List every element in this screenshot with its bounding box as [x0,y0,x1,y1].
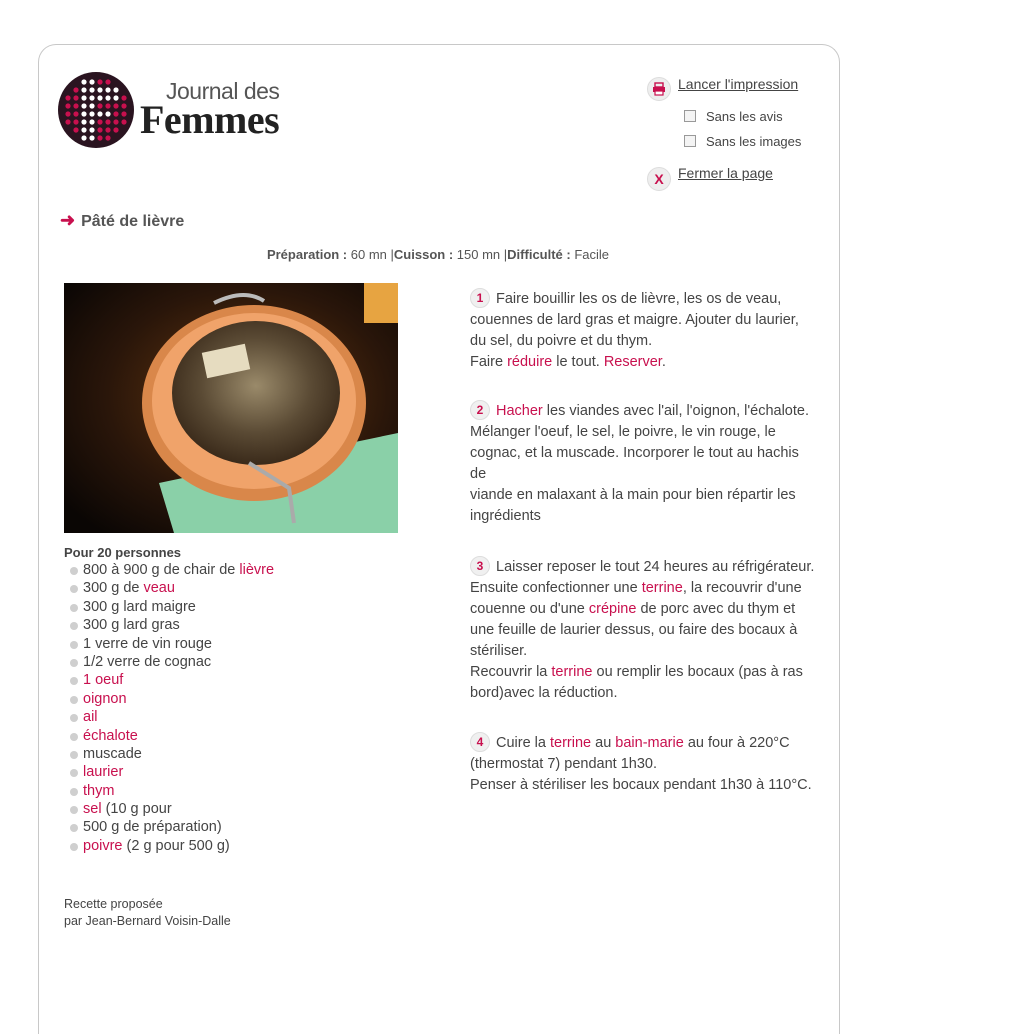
logo-dot [105,79,110,84]
print-link-wrap [678,76,798,92]
ingredient-item [70,635,274,653]
page-frame [38,44,840,1034]
logo-dot [65,111,70,116]
logo-dot [73,103,78,108]
logo-dot [97,135,102,140]
ingredient-text: 300 g lard maigre [83,598,196,615]
logo-dot [65,119,70,124]
ingredient-text: muscade [83,745,142,762]
credit-author: par Jean-Bernard Voisin-Dalle [64,914,231,928]
bullet-icon [70,696,78,704]
logo-dot [73,87,78,92]
recipe-credit [64,896,231,930]
ingredient-item [70,616,274,634]
ingredient-text: 300 g de [83,580,144,597]
logo-dot [105,127,110,132]
step-text: au four à 220°C (thermostat 7) pendant 1h30. [470,735,790,772]
ingredient-text: 500 g de préparation) [83,819,222,836]
ingredient-item [70,818,274,836]
logo-dot [97,127,102,132]
step-3 [470,556,815,704]
logo-dot [105,103,110,108]
ingredient-link[interactable]: ail [83,709,98,726]
bullet-icon [70,604,78,612]
step-text: les viandes avec l'ail, l'oignon, l'échalote. Mélanger l'oeuf, le sel, le poivre, le vin rouge, le cognac, et la muscade. Incorporer le tout au hachis de [470,403,809,482]
logo-dot [81,127,86,132]
meta-separator: | [390,247,394,262]
logo-dot [89,87,94,92]
bullet-icon [70,733,78,741]
logo-dot [89,103,94,108]
step-number: 2 [470,400,490,420]
meta-separator: | [503,247,508,262]
printer-icon[interactable] [647,77,671,101]
logo-dot [65,103,70,108]
print-link[interactable]: Lancer l'impression [678,76,799,92]
bullet-icon [70,659,78,667]
recipe-title-text: Pâté de lièvre [81,213,185,230]
servings: Pour 20 personnes [64,545,182,560]
logo-dot [97,95,102,100]
logo-dot [97,103,102,108]
recipe-photo [64,283,398,533]
bullet-icon [70,806,78,814]
no-images-checkbox[interactable] [684,135,696,147]
ingredient-link[interactable]: oignon [83,690,127,707]
step-1 [470,288,815,373]
logo-dot [81,135,86,140]
logo-dot [105,111,110,116]
bullet-icon [70,788,78,796]
logo-dot [89,135,94,140]
logo-dot [73,111,78,116]
ingredient-text: 300 g lard gras [83,617,180,634]
cook-value: 150 mn [456,247,501,262]
logo-dot [97,119,102,124]
bullet-icon [70,641,78,649]
step-4 [470,732,815,796]
recipe-title [60,210,184,231]
logo-dot [97,87,102,92]
bullet-icon [70,677,78,685]
no-reviews-label: Sans les avis [706,109,783,124]
logo-text-main: Femmes [140,97,280,142]
bullet-icon [70,769,78,777]
ingredient-item [70,708,274,726]
logo-dot [105,87,110,92]
ingredient-link[interactable]: laurier [83,764,124,781]
bullet-icon [70,567,78,575]
ingredient-link[interactable]: 1 oeuf [83,672,124,689]
logo-dot [97,79,102,84]
bullet-icon [70,751,78,759]
ingredient-link[interactable]: veau [143,580,175,597]
logo-dot [97,111,102,116]
step-number: 3 [470,556,490,576]
ingredient-text: 1/2 verre de cognac [83,653,212,670]
ingredient-list [70,561,274,855]
ingredient-link[interactable]: sel [83,801,102,818]
logo-dot [105,119,110,124]
ingredient-text: (2 g pour 500 g) [122,837,230,854]
ingredient-item [70,727,274,745]
ingredient-item [70,598,274,616]
option-no-images [684,134,801,149]
logo-dot [81,111,86,116]
glossary-link[interactable]: Hacher [496,403,543,419]
logo-dot [121,103,126,108]
logo-dot [105,135,110,140]
ingredient-item [70,690,274,708]
ingredient-link[interactable]: échalote [83,727,138,744]
ingredient-item [70,745,274,763]
glossary-link[interactable]: bain-marie [615,735,684,751]
logo-dot [81,87,86,92]
ingredient-link[interactable]: poivre [83,837,123,854]
ingredient-item [70,763,274,781]
logo-dot [105,95,110,100]
glossary-link[interactable]: terrine [641,580,683,596]
cook-label: Cuisson : [393,247,454,262]
logo-dot [121,95,126,100]
bullet-icon [70,843,78,851]
logo-dot [113,95,118,100]
logo-dot [81,103,86,108]
logo-dot [73,119,78,124]
step-text: Recouvrir la [470,664,552,680]
glossary-link[interactable]: terrine [550,735,592,751]
difficulty-label: Difficulté : [507,247,571,262]
bullet-icon [70,622,78,630]
logo-dot [81,119,86,124]
no-images-label: Sans les images [706,134,802,149]
logo-dot [89,111,94,116]
bullet-icon [70,824,78,832]
logo-dot [65,95,70,100]
logo-dot [113,111,118,116]
logo-dot [113,119,118,124]
logo-dot [89,127,94,132]
logo-dot [73,95,78,100]
step-text: , la recouvrir d'une couenne ou d'une [470,580,802,617]
no-reviews-checkbox[interactable] [684,110,696,122]
prep-value: 60 mn [350,247,387,262]
recipe-meta [0,247,876,262]
glossary-link[interactable]: réduire [507,354,553,370]
step-text: . [661,354,666,370]
ingredient-text: (10 g pour [101,801,172,818]
logo-dot [89,79,94,84]
logo-dot [121,119,126,124]
close-icon[interactable]: X [647,167,671,191]
logo-text-top: Journal des [166,78,280,104]
ingredient-item [70,800,274,818]
ingredient-item [70,653,274,671]
logo-dot [89,119,94,124]
logo-dot [113,87,118,92]
step-number: 4 [470,732,490,752]
glossary-link[interactable]: crépine [588,601,637,617]
ingredient-item [70,671,274,689]
ingredient-item [70,837,274,855]
step-text: Faire [470,354,508,370]
ingredient-link[interactable]: thym [83,782,115,799]
logo-dot [113,103,118,108]
journal-des-femmes-logo[interactable] [56,70,136,150]
bullet-icon [70,585,78,593]
glossary-link[interactable]: Reserver [603,354,662,370]
ingredient-item [70,561,274,579]
step-text: le tout. [552,354,604,370]
logo-dot [113,127,118,132]
logo-dot [121,111,126,116]
step-text: Cuire la [496,735,550,751]
credit-line-1: Recette proposée [64,897,163,911]
arrow-right-icon: ➜ [60,210,76,230]
step-text: de porc avec du thym et une feuille de laurier dessus, ou faire des bocaux à stériliser. [470,601,798,659]
prep-label: Préparation : [266,247,348,262]
glossary-link[interactable]: terrine [551,664,593,680]
step-text: Laisser reposer le tout 24 heures au réfrigérateur. Ensuite confectionner une [470,559,815,596]
option-no-reviews [684,109,783,124]
step-text: Penser à stériliser les bocaux pendant 1h30 à 110°C. [470,777,812,793]
difficulty-value: Facile [574,247,610,262]
logo-dot [73,127,78,132]
ingredient-link[interactable]: lièvre [239,562,275,578]
logo-dot [81,79,86,84]
step-number: 1 [470,288,490,308]
step-text: au [591,735,616,751]
ingredient-item [70,782,274,800]
logo-dot [89,95,94,100]
close-link[interactable]: Fermer la page [678,165,773,181]
ingredient-text: 1 verre de vin rouge [83,635,212,652]
close-link-wrap [678,165,773,181]
step-text: viande en malaxant à la main pour bien répartir les ingrédients [470,487,796,524]
bullet-icon [70,714,78,722]
logo-dot [81,95,86,100]
step-text: Faire bouillir les os de lièvre, les os de veau, couennes de lard gras et maigre. Ajouter du laurier, du sel, du poivre et du thym. [470,291,799,349]
ingredient-item [70,579,274,597]
ingredient-text: 800 à 900 g de chair de [83,562,240,578]
step-text: ou remplir les bocaux (pas à ras bord)avec la réduction. [470,664,803,701]
step-2 [470,400,815,527]
